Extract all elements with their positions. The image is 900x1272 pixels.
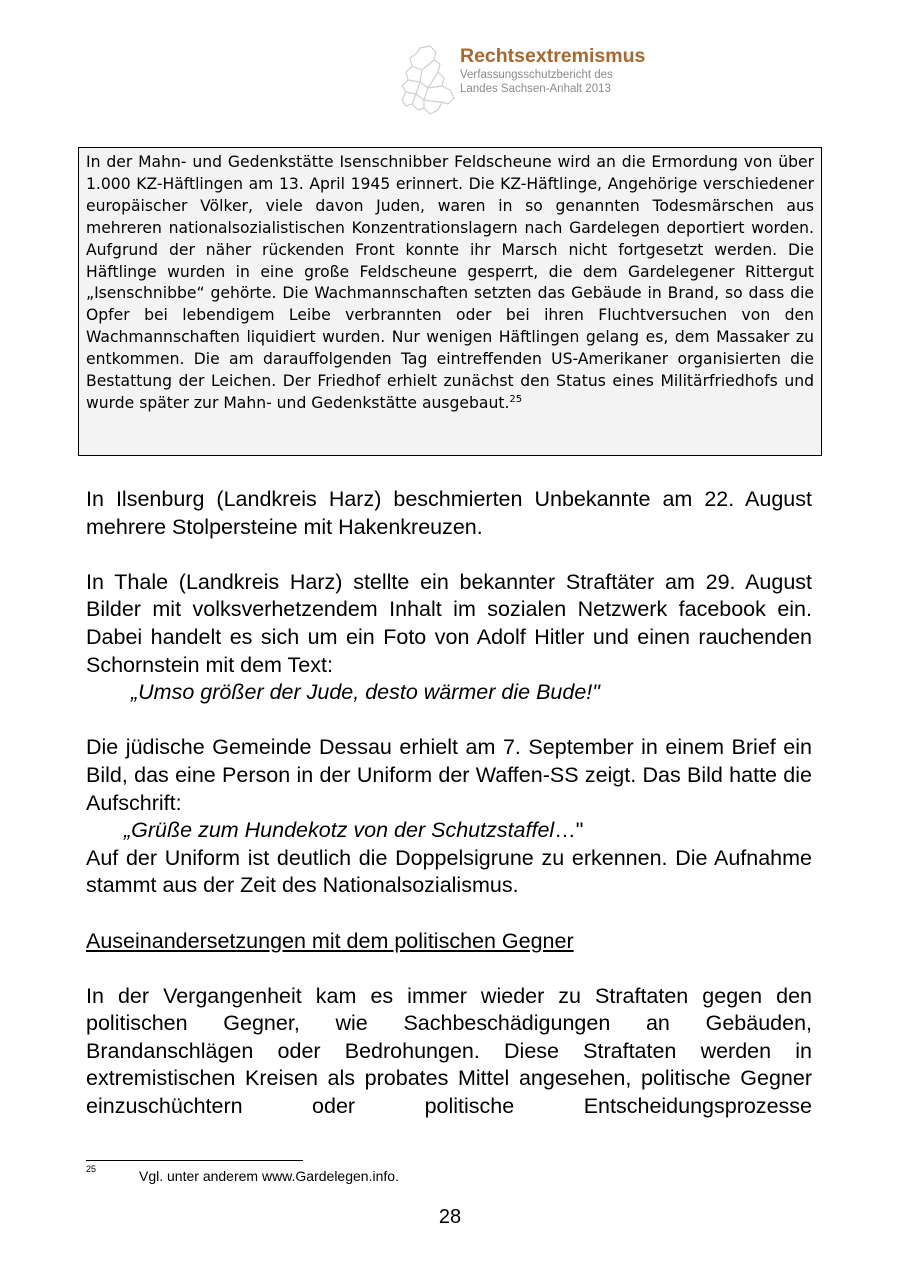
main-content [86, 486, 812, 1121]
info-box-body: In der Mahn- und Gedenkstätte Isenschnibber Feldscheune wird an die Ermordung von über 1.000 KZ-Häftlingen am 13. April 1945 erinnert. Die KZ-Häftlinge, Angehörige verschiedener europäischer Völker, viele davon Juden, waren in so genannten Todesmärschen aus mehreren nationalsozialistischen Konzentrationslagern nach Gardelegen deportiert worden. Aufgrund der näher rückenden Front konnte ihr Marsch nicht fortgesetzt werden. Die Häftlinge wurden in eine große Feldscheune gesperrt, die dem Gardelegener Rittergut „Isenschnibbe“ gehörte. Die Wachmannschaften setzten das Gebäude in Brand, so dass die Opfer bei lebendigem Leibe verbrannten oder bei ihren Fluchtversuchen von den Wachmannschaften liquidiert wurden. Nur wenigen Häftlingen gelang es, dem Massaker zu entkommen. Die am darauffolgenden Tag eintreffenden US-Amerikaner organisierten die Bestattung der Leichen. Der Friedhof erhielt zunächst den Status eines Militärfriedhofs und wurde später zur Mahn- und Gedenkstätte ausgebaut. [86, 153, 814, 412]
header-subtitle-line1: Verfassungsschutzbericht des [460, 69, 613, 81]
info-box [78, 147, 822, 456]
page-number: 28 [438, 1206, 462, 1228]
quote-dessau-tail: …" [554, 818, 584, 843]
paragraph-thale: In Thale (Landkreis Harz) stellte ein bekannter Straftäter am 29. August Bilder mit volksverhetzendem Inhalt im sozialen Netzwerk facebook ein. Dabei handelt es sich um ein Foto von Adolf Hitler und einen rauchenden Schornstein mit dem Text: [86, 569, 812, 677]
paragraph-gegner: In der Vergangenheit kam es immer wieder zu Straftaten gegen den politischen Gegner, wie Sachbeschädigungen an Gebäuden, Brandanschlägen oder Bedrohungen. Diese Straftaten werden in extremistischen Kreisen als probates Mittel angesehen, politische Gegner einzuschüchtern oder politische Entscheidungsprozesse [86, 983, 812, 1119]
footnote-text: Vgl. unter anderem www.Gardelegen.info. [139, 1168, 399, 1184]
paragraph-ilsenburg: In Ilsenburg (Landkreis Harz) beschmierten Unbekannte am 22. August mehrere Stolpersteine mit Hakenkreuzen. [86, 487, 812, 539]
saxony-anhalt-map-icon [398, 44, 460, 116]
quote-dessau-italic: „Grüße zum Hundekotz von der Schutzstaffel [124, 818, 555, 843]
quote-thale: „Umso größer der Jude, desto wärmer die Bude!" [131, 680, 600, 705]
paragraph-dessau-after: Auf der Uniform ist deutlich die Doppelsigrune zu erkennen. Die Aufnahme stammt aus der Zeit des Nationalsozialismus. [86, 845, 812, 898]
header-title: Rechtsextremismus [460, 45, 646, 67]
footnote-number: 25 [86, 1164, 97, 1174]
page-header [398, 42, 728, 118]
footnote-divider [86, 1160, 303, 1161]
section-heading: Auseinandersetzungen mit dem politischen Gegner [86, 928, 574, 953]
info-box-text [86, 152, 814, 415]
quote-dessau [86, 817, 812, 845]
paragraph-dessau: Die jüdische Gemeinde Dessau erhielt am 7. September in einem Brief ein Bild, das eine Person in der Uniform der Waffen-SS zeigt. Das Bild hatte die Aufschrift: [86, 735, 812, 815]
header-subtitle-line2: Landes Sachsen-Anhalt 2013 [460, 83, 611, 95]
footnote-reference: 25 [509, 393, 523, 405]
